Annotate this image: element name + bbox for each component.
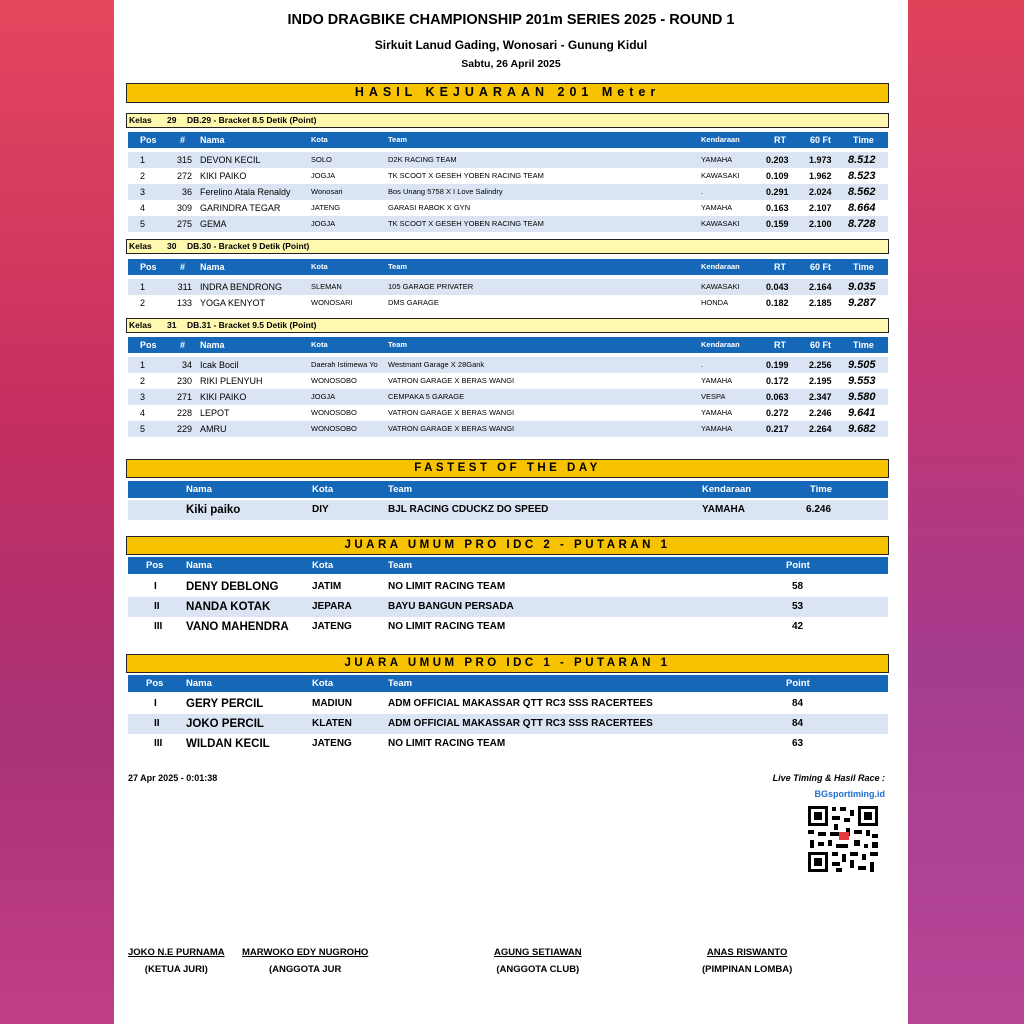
standing-nama: DENY DEBLONG: [186, 581, 279, 593]
table-header: [128, 132, 888, 148]
row-time: 8.512: [848, 154, 876, 166]
col-rt: RT: [774, 262, 786, 272]
col-team: Team: [388, 560, 413, 571]
row-pos: 3: [140, 392, 146, 402]
row-pos: 5: [140, 219, 146, 229]
row-60ft: 2.195: [809, 376, 832, 386]
col-nama: Nama: [200, 262, 225, 272]
table-row: [128, 405, 888, 421]
row-kota: WONOSOBO: [311, 376, 357, 385]
standing-row: [128, 734, 888, 754]
col-60ft: 60 Ft: [810, 135, 832, 145]
row-nama: INDRA BENDRONG: [200, 282, 283, 292]
results-title: HASIL KEJUARAAN 201 Meter: [126, 83, 889, 103]
row-kendaraan: .: [701, 360, 704, 369]
row-number: 133: [176, 298, 192, 308]
signature-role: (ANGGOTA CLUB): [496, 964, 580, 975]
col-team: Team: [388, 340, 408, 349]
live-timing-label: Live Timing & Hasil Race :: [772, 773, 885, 783]
signature-role: (PIMPINAN LOMBA): [702, 964, 793, 975]
row-kendaraan: YAMAHA: [701, 376, 733, 385]
standing-pos: I: [154, 581, 157, 592]
col-nama: Nama: [200, 340, 225, 350]
row-kota: JOGJA: [311, 171, 336, 180]
row-time: 8.562: [848, 186, 876, 198]
col-team: Team: [388, 678, 413, 689]
row-kota: WONOSOBO: [311, 408, 357, 417]
row-number: 228: [176, 408, 192, 418]
row-time: 9.553: [848, 375, 876, 387]
signature-ketua-juri: [128, 947, 225, 975]
signature-anggota-club: [494, 947, 582, 975]
row-kendaraan: YAMAHA: [701, 408, 733, 417]
table-header: [128, 337, 888, 353]
standing-kota: JATENG: [312, 738, 352, 749]
signature-name: AGUNG SETIAWAN: [494, 947, 582, 958]
row-nama: KIKI PAIKO: [200, 392, 247, 402]
row-number: 230: [176, 376, 192, 386]
table-row: [128, 373, 888, 389]
results-document: [114, 0, 908, 1024]
table-row: [128, 389, 888, 405]
col-team: Team: [388, 262, 408, 271]
row-kota: JATENG: [311, 203, 341, 212]
standing-row: [128, 714, 888, 734]
event-title: INDO DRAGBIKE CHAMPIONSHIP 201m SERIES 2025 - ROUND 1: [287, 12, 735, 28]
class-header-29: [126, 113, 889, 128]
row-60ft: 1.973: [809, 155, 832, 165]
qr-code-icon: [806, 804, 880, 874]
row-team: VATRON GARAGE X BERAS WANGI: [388, 424, 515, 433]
standing-team: ADM OFFICIAL MAKASSAR QTT RC3 SSS RACERTEES: [388, 718, 653, 729]
row-rt: 0.172: [766, 376, 789, 386]
row-team: DMS GARAGE: [388, 298, 439, 307]
row-kota: JOGJA: [311, 219, 336, 228]
row-kota: SLEMAN: [311, 282, 342, 291]
col-kota: Kota: [312, 678, 334, 689]
row-nama: Icak Bocil: [200, 360, 239, 370]
col-kendaraan: Kendaraan: [701, 135, 740, 144]
table-row: [128, 279, 888, 295]
row-kota: SOLO: [311, 155, 332, 164]
row-kendaraan: KAWASAKI: [701, 171, 740, 180]
standing-row: [128, 694, 888, 714]
col-60ft: 60 Ft: [810, 340, 832, 350]
signature-name: JOKO N.E PURNAMA: [128, 947, 225, 958]
table-row: [128, 200, 888, 216]
standing-point: 63: [792, 738, 804, 749]
row-time: 9.505: [848, 359, 876, 371]
col-nama: Nama: [186, 484, 212, 495]
col-pos: Pos: [140, 135, 157, 145]
row-number: 309: [176, 203, 192, 213]
row-kendaraan: KAWASAKI: [701, 219, 740, 228]
standing-team: NO LIMIT RACING TEAM: [388, 738, 506, 749]
col-nama: Nama: [186, 560, 212, 571]
row-time: 9.682: [848, 423, 876, 435]
row-number: 315: [176, 155, 192, 165]
row-pos: 2: [140, 171, 146, 181]
row-kendaraan: .: [701, 187, 704, 196]
row-team: CEMPAKA 5 GARAGE: [388, 392, 465, 401]
col-kota: Kota: [311, 340, 328, 349]
standing-point: 84: [792, 718, 804, 729]
standing-kota: JEPARA: [312, 601, 352, 612]
row-pos: 2: [140, 376, 146, 386]
row-kendaraan: HONDA: [701, 298, 729, 307]
standing-point: 53: [792, 601, 804, 612]
kelas-number: 29: [167, 115, 177, 125]
fastest-row: [128, 500, 888, 520]
kelas-number: 31: [167, 320, 177, 330]
row-60ft: 1.962: [809, 171, 832, 181]
col-rt: RT: [774, 135, 786, 145]
row-rt: 0.291: [766, 187, 789, 197]
table-row: [128, 295, 888, 311]
row-number: 272: [176, 171, 192, 181]
row-kendaraan: KAWASAKI: [701, 282, 740, 291]
fastest-team: BJL RACING CDUCKZ DO SPEED: [388, 504, 549, 515]
row-number: 34: [181, 360, 192, 370]
table-row: [128, 421, 888, 437]
standing-team: ADM OFFICIAL MAKASSAR QTT RC3 SSS RACERTEES: [388, 698, 653, 709]
row-60ft: 2.024: [809, 187, 832, 197]
row-team: GARASI RABOK X GYN: [388, 203, 471, 212]
row-rt: 0.109: [766, 171, 789, 181]
row-number: 36: [181, 187, 192, 197]
standing-nama: JOKO PERCIL: [186, 718, 264, 730]
col-rt: RT: [774, 340, 786, 350]
row-pos: 3: [140, 187, 146, 197]
idc2-title: JUARA UMUM PRO IDC 2 - PUTARAN 1: [126, 536, 889, 555]
standing-pos: II: [154, 718, 160, 729]
fastest-time: 6.246: [806, 504, 832, 515]
signature-pimpinan-lomba: [702, 947, 792, 975]
col-kendaraan: Kendaraan: [701, 262, 740, 271]
standing-row: [128, 597, 888, 617]
row-pos: 4: [140, 203, 146, 213]
row-kota: Wonosari: [311, 187, 343, 196]
col-team: Team: [388, 484, 413, 495]
row-pos: 5: [140, 424, 146, 434]
timing-site-link[interactable]: BGsportiming.id: [814, 789, 885, 799]
signature-role: (KETUA JURI): [144, 964, 208, 975]
col-point: Point: [786, 678, 810, 689]
row-nama: Ferelino Atala Renaldy: [200, 187, 291, 197]
col-kota: Kota: [311, 135, 328, 144]
row-rt: 0.043: [766, 282, 789, 292]
col-nama: Nama: [200, 135, 225, 145]
row-nama: YOGA KENYOT: [200, 298, 266, 308]
table-row: [128, 357, 888, 373]
row-team: Westmant Garage X 28Gank: [388, 360, 485, 369]
row-kota: WONOSARI: [311, 298, 353, 307]
standing-kota: KLATEN: [312, 718, 352, 729]
class-header-30: [126, 239, 889, 254]
col-kota: Kota: [311, 262, 328, 271]
col-pos: Pos: [146, 560, 164, 571]
signature-role: (ANGGOTA JUR: [269, 964, 342, 975]
standing-nama: GERY PERCIL: [186, 698, 264, 710]
col-time: Time: [853, 262, 874, 272]
standing-kota: JATENG: [312, 621, 352, 632]
standing-point: 58: [792, 581, 804, 592]
row-nama: KIKI PAIKO: [200, 171, 247, 181]
print-timestamp: 27 Apr 2025 - 0:01:38: [128, 773, 218, 783]
row-number: 229: [176, 424, 192, 434]
standing-point: 84: [792, 698, 804, 709]
row-rt: 0.199: [766, 360, 789, 370]
row-kota: Daerah Istimewa Yo: [311, 360, 378, 369]
row-rt: 0.203: [766, 155, 789, 165]
col-point: Point: [786, 560, 810, 571]
row-kota: WONOSOBO: [311, 424, 357, 433]
kelas-label: Kelas: [129, 115, 152, 125]
standing-kota: JATIM: [312, 581, 342, 592]
col-time: Time: [853, 135, 874, 145]
event-date: Sabtu, 26 April 2025: [461, 58, 561, 70]
signature-name: ANAS RISWANTO: [706, 947, 788, 958]
row-time: 9.035: [848, 281, 876, 293]
fastest-nama: Kiki paiko: [186, 504, 241, 516]
row-team: D2K RACING TEAM: [388, 155, 457, 164]
col-no: #: [180, 262, 186, 272]
row-60ft: 2.347: [809, 392, 832, 402]
col-kendaraan: Kendaraan: [701, 340, 740, 349]
standing-nama: NANDA KOTAK: [186, 601, 271, 613]
row-team: TK SCOOT X GESEH YOBEN RACING TEAM: [388, 219, 544, 228]
kelas-label: Kelas: [129, 320, 152, 330]
row-60ft: 2.100: [809, 219, 832, 229]
kelas-label: Kelas: [129, 241, 152, 251]
col-pos: Pos: [140, 262, 157, 272]
row-60ft: 2.185: [809, 298, 832, 308]
kelas-name: DB.30 - Bracket 9 Detik (Point): [187, 241, 310, 251]
row-rt: 0.163: [766, 203, 789, 213]
row-rt: 0.159: [766, 219, 789, 229]
col-kendaraan: Kendaraan: [702, 484, 752, 495]
row-team: TK SCOOT X GESEH YOBEN RACING TEAM: [388, 171, 544, 180]
col-team: Team: [388, 135, 408, 144]
row-number: 271: [176, 392, 192, 402]
col-pos: Pos: [140, 340, 157, 350]
row-time: 9.287: [848, 297, 876, 309]
row-nama: DEVON KECIL: [200, 155, 261, 165]
idc1-title: JUARA UMUM PRO IDC 1 - PUTARAN 1: [126, 654, 889, 673]
col-pos: Pos: [146, 678, 164, 689]
row-pos: 2: [140, 298, 146, 308]
row-pos: 1: [140, 360, 146, 370]
standing-pos: III: [154, 621, 163, 632]
standing-row: [128, 577, 888, 597]
row-time: 9.580: [848, 391, 876, 403]
table-row: [128, 168, 888, 184]
col-time: Time: [810, 484, 833, 495]
standing-nama: VANO MAHENDRA: [186, 621, 289, 633]
kelas-number: 30: [167, 241, 177, 251]
signature-anggota-juri: [242, 947, 368, 975]
event-venue: Sirkuit Lanud Gading, Wonosari - Gunung Kidul: [374, 38, 648, 52]
row-pos: 1: [140, 155, 146, 165]
row-team: Bos Unang 5758 X I Love Salindry: [388, 187, 503, 196]
fastest-kota: DIY: [312, 504, 329, 515]
row-nama: GEMA: [200, 219, 227, 229]
row-60ft: 2.164: [809, 282, 832, 292]
row-kendaraan: YAMAHA: [701, 203, 733, 212]
standing-pos: III: [154, 738, 163, 749]
kelas-name: DB.29 - Bracket 8.5 Detik (Point): [187, 115, 317, 125]
standing-point: 42: [792, 621, 804, 632]
row-60ft: 2.246: [809, 408, 832, 418]
row-60ft: 2.264: [809, 424, 832, 434]
idc1-header: [128, 675, 888, 692]
row-time: 8.664: [848, 202, 876, 214]
idc2-header: [128, 557, 888, 574]
row-pos: 1: [140, 282, 146, 292]
row-rt: 0.063: [766, 392, 789, 402]
standing-pos: I: [154, 698, 157, 709]
row-number: 311: [177, 282, 192, 292]
row-nama: RIKI PLENYUH: [200, 376, 263, 386]
col-no: #: [180, 340, 186, 350]
col-nama: Nama: [186, 678, 212, 689]
standing-row: [128, 617, 888, 637]
row-pos: 4: [140, 408, 146, 418]
class-header-31: [126, 318, 889, 333]
table-row: [128, 184, 888, 200]
background-right: [908, 0, 1024, 1024]
row-kendaraan: VESPA: [701, 392, 726, 401]
row-time: 8.728: [848, 218, 876, 230]
row-team: VATRON GARAGE X BERAS WANGI: [388, 408, 515, 417]
row-nama: LEPOT: [200, 408, 230, 418]
standing-team: NO LIMIT RACING TEAM: [388, 621, 506, 632]
row-kendaraan: YAMAHA: [701, 155, 733, 164]
col-time: Time: [853, 340, 874, 350]
standing-team: NO LIMIT RACING TEAM: [388, 581, 506, 592]
row-rt: 0.272: [766, 408, 789, 418]
row-kendaraan: YAMAHA: [701, 424, 733, 433]
row-rt: 0.182: [766, 298, 789, 308]
standing-kota: MADIUN: [312, 698, 352, 709]
col-no: #: [180, 135, 186, 145]
col-kota: Kota: [312, 484, 334, 495]
table-row: [128, 216, 888, 232]
col-60ft: 60 Ft: [810, 262, 832, 272]
standing-team: BAYU BANGUN PERSADA: [388, 601, 514, 612]
table-header: [128, 259, 888, 275]
row-rt: 0.217: [766, 424, 789, 434]
row-nama: AMRU: [200, 424, 227, 434]
row-time: 8.523: [848, 170, 876, 182]
fastest-header: [128, 481, 888, 498]
kelas-name: DB.31 - Bracket 9.5 Detik (Point): [187, 320, 317, 330]
fastest-kendaraan: YAMAHA: [702, 504, 745, 515]
standing-pos: II: [154, 601, 160, 612]
row-kota: JOGJA: [311, 392, 336, 401]
row-60ft: 2.256: [809, 360, 832, 370]
row-team: 105 GARAGE PRIVATER: [388, 282, 474, 291]
table-row: [128, 152, 888, 168]
row-nama: GARINDRA TEGAR: [200, 203, 281, 213]
signature-name: MARWOKO EDY NUGROHO: [242, 947, 369, 958]
col-kota: Kota: [312, 560, 334, 571]
standing-nama: WILDAN KECIL: [186, 738, 270, 750]
row-team: VATRON GARAGE X BERAS WANGI: [388, 376, 515, 385]
fastest-title: FASTEST OF THE DAY: [126, 459, 889, 478]
row-time: 9.641: [848, 407, 876, 419]
background-left: [0, 0, 114, 1024]
row-number: 275: [176, 219, 192, 229]
row-60ft: 2.107: [809, 203, 832, 213]
